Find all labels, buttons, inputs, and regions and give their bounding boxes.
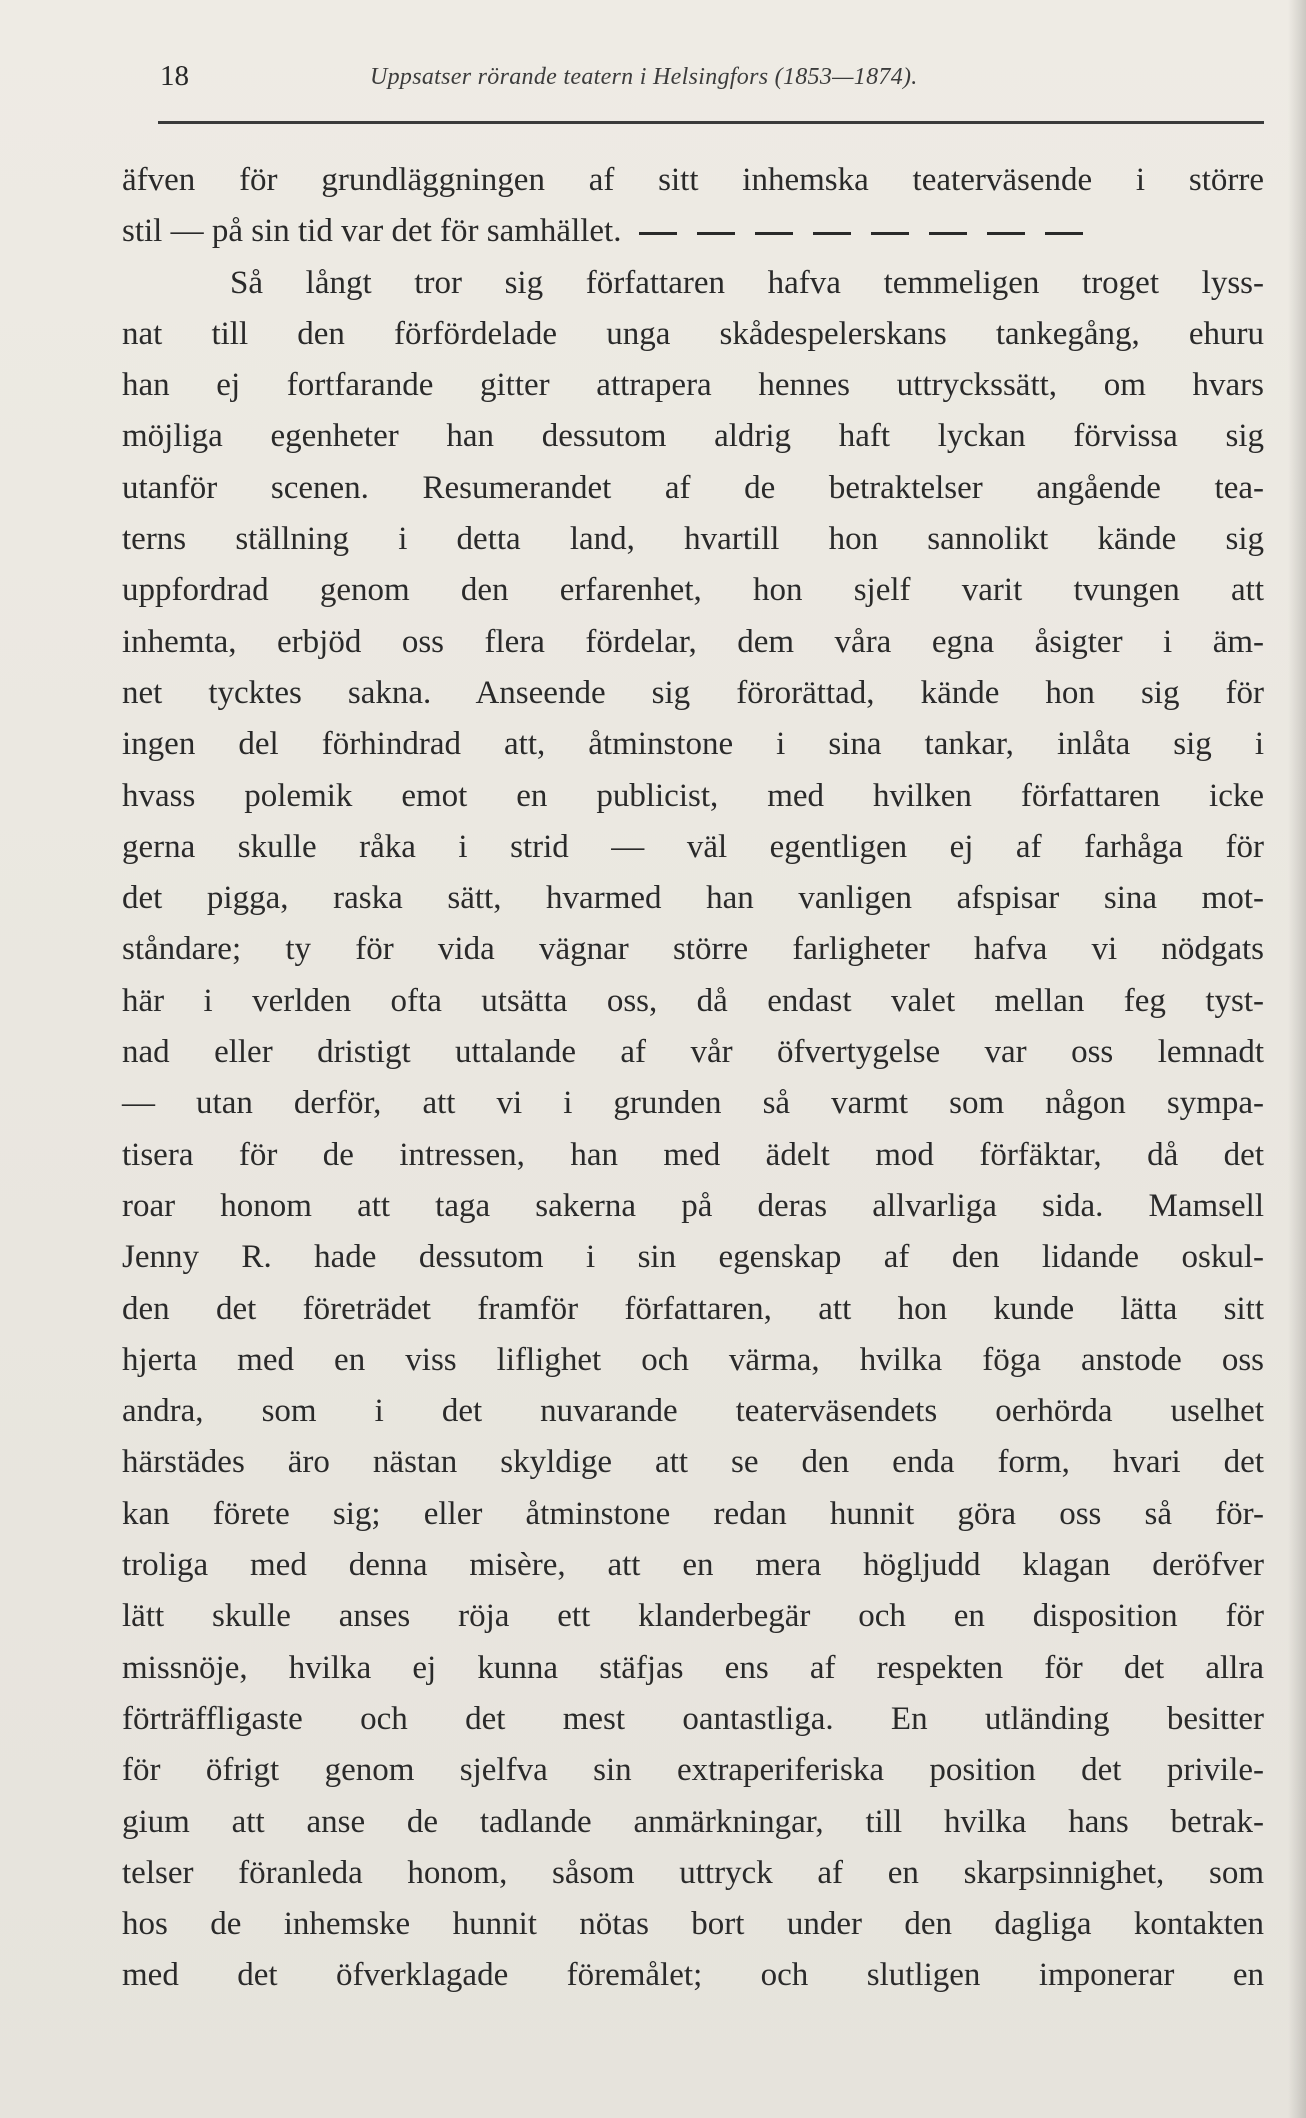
text-line: nat till den förfördelade unga skådespelerskans tankegång, ehuru xyxy=(122,315,1264,352)
text-line: Så långt tror sig författaren hafva temmeligen troget lyss- xyxy=(230,264,1264,301)
text-line: tisera för de intressen, han med ädelt mod förfäktar, då det xyxy=(122,1136,1264,1173)
text-line: härstädes äro nästan skyldige att se den enda form, hvari det xyxy=(122,1444,1264,1481)
text-line: gium att anse de tadlande anmärkningar, till hvilka hans betrak- xyxy=(122,1803,1264,1840)
text-line: med det öfverklagade föremålet; och slutligen imponerar en xyxy=(122,1957,1264,1994)
dash-rule xyxy=(639,206,1103,257)
text-line: förträffligaste och det mest oantastliga. En utländing besitter xyxy=(122,1700,1264,1737)
text-line: gerna skulle råka i strid — väl egentligen ej af farhåga för xyxy=(122,828,1264,865)
text-line: roar honom att taga sakerna på deras allvarliga sida. Mamsell xyxy=(122,1187,1264,1224)
text-line: ingen del förhindrad att, åtminstone i sina tankar, inlåta sig i xyxy=(122,726,1264,763)
text-line: andra, som i det nuvarande teaterväsendets oerhörda uselhet xyxy=(122,1393,1264,1430)
text-line: — utan derför, att vi i grunden så varmt som någon sympa- xyxy=(122,1085,1264,1122)
text-line: hos de inhemske hunnit nötas bort under den dagliga kontakten xyxy=(122,1906,1264,1943)
text-line: Jenny R. hade dessutom i sin egenskap af den lidande oskul- xyxy=(122,1239,1264,1276)
text-line: kan förete sig; eller åtminstone redan hunnit göra oss så för- xyxy=(122,1495,1264,1532)
text-line: nad eller dristigt uttalande af vår öfvertygelse var oss lemnadt xyxy=(122,1034,1264,1071)
header-rule xyxy=(158,121,1264,124)
text-line: utanför scenen. Resumerandet af de betraktelser angående tea- xyxy=(122,469,1264,506)
text-line: troliga med denna misère, att en mera högljudd klagan deröfver xyxy=(122,1547,1264,1584)
text-line: inhemta, erbjöd oss flera fördelar, dem våra egna åsigter i äm- xyxy=(122,623,1264,660)
text-line: terns ställning i detta land, hvartill hon sannolikt kände sig xyxy=(122,521,1264,558)
text-line: möjliga egenheter han dessutom aldrig haft lyckan förvissa sig xyxy=(122,418,1264,455)
text-line: det pigga, raska sätt, hvarmed han vanligen afspisar sina mot- xyxy=(122,880,1264,917)
text-line: lätt skulle anses röja ett klanderbegär och en disposition för xyxy=(122,1598,1264,1635)
text-line: telser föranleda honom, såsom uttryck af en skarpsinnighet, som xyxy=(122,1854,1264,1891)
page-header xyxy=(160,60,1260,100)
text-line: hvass polemik emot en publicist, med hvilken författaren icke xyxy=(122,777,1264,814)
page-edge-shadow xyxy=(1288,0,1306,2118)
running-title: Uppsatser rörande teatern i Helsingfors (1853—1874). xyxy=(370,64,918,90)
text-line: stil — på sin tid var det för samhället. xyxy=(122,213,622,250)
text-line: uppfordrad genom den erfarenhet, hon sjelf varit tvungen att xyxy=(122,572,1264,609)
text-line: missnöje, hvilka ej kunna stäfjas ens af respekten för det allra xyxy=(122,1649,1264,1686)
text-line-with-dashes xyxy=(122,206,1264,257)
text-line: för öfrigt genom sjelfva sin extraperiferiska position det privile- xyxy=(122,1752,1264,1789)
text-line: den det företrädet framför författaren, att hon kunde lätta sitt xyxy=(122,1290,1264,1327)
text-line: äfven för grundläggningen af sitt inhemska teaterväsende i större xyxy=(122,162,1264,198)
page-number: 18 xyxy=(160,60,189,92)
text-line: han ej fortfarande gitter attrapera hennes uttryckssätt, om hvars xyxy=(122,367,1264,404)
text-line: ståndare; ty för vida vägnar större farligheter hafva vi nödgats xyxy=(122,931,1264,968)
text-line: net tycktes sakna. Anseende sig förorättad, kände hon sig för xyxy=(122,674,1264,711)
body-text xyxy=(122,155,1264,2002)
text-line: här i verlden ofta utsätta oss, då endast valet mellan feg tyst- xyxy=(122,982,1264,1019)
text-line: hjerta med en viss liflighet och värma, hvilka föga anstode oss xyxy=(122,1341,1264,1378)
